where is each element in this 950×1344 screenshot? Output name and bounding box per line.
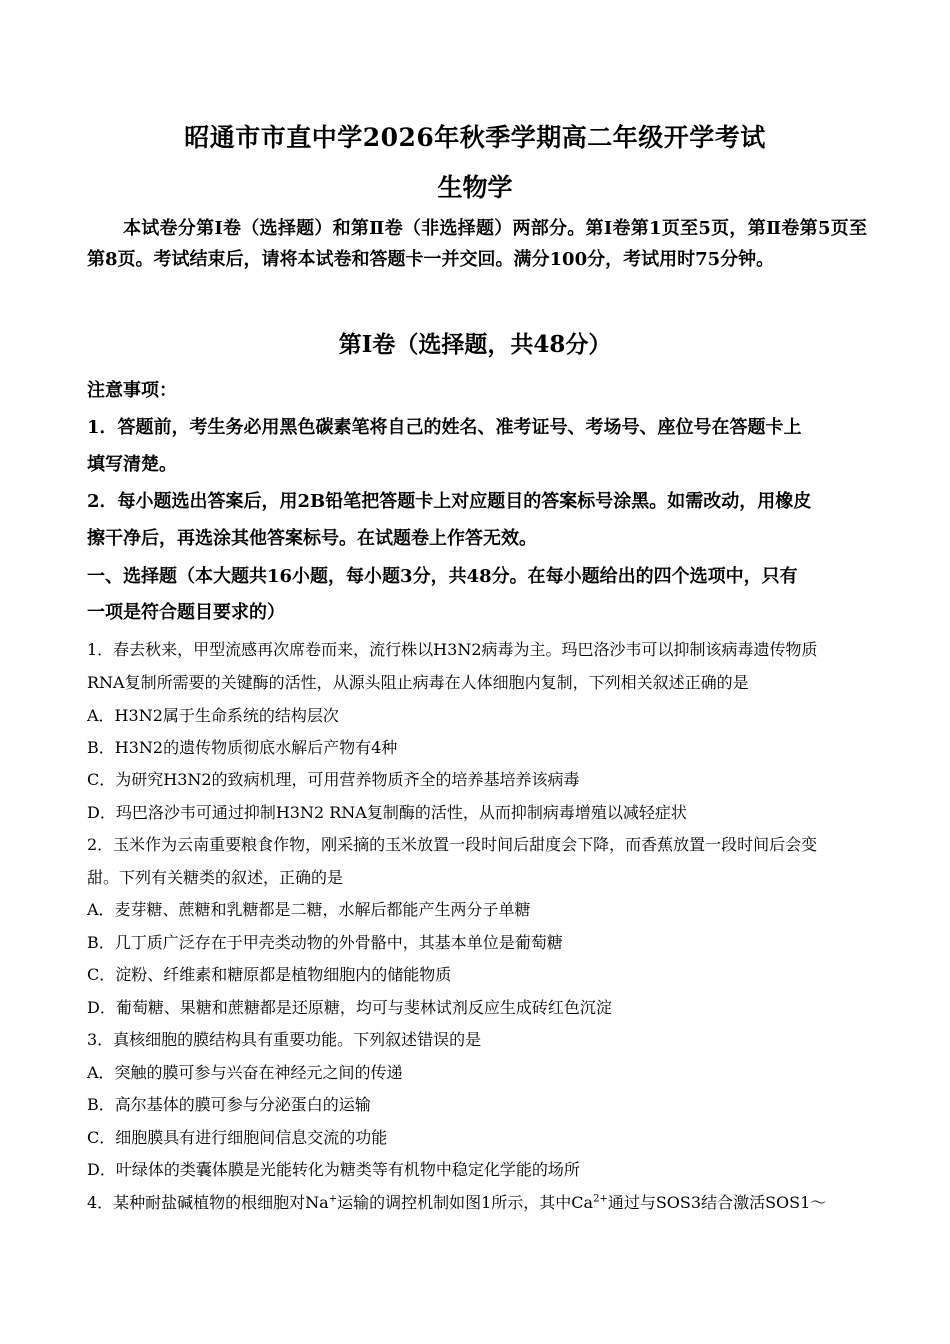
question-2-option-c: C．淀粉、纤维素和糖原都是植物细胞内的储能物质: [87, 965, 452, 984]
question-4-stem: [87, 1190, 867, 1213]
question-3-option-d: D．叶绿体的类囊体膜是光能转化为糖类等有机物中稳定化学能的场所: [87, 1160, 580, 1179]
notice-item-2-line-2: 擦干净后，再选涂其他答案标号。在试题卷上作答无效。: [87, 528, 537, 549]
question-2-option-b: B．几丁质广泛存在于甲壳类动物的外骨骼中，其基本单位是葡萄糖: [87, 933, 563, 952]
question-3-option-c: C．细胞膜具有进行细胞间信息交流的功能: [87, 1128, 388, 1147]
notice-heading: 注意事项：: [87, 380, 177, 401]
question-3-stem: 3．真核细胞的膜结构具有重要功能。下列叙述错误的是: [87, 1030, 482, 1049]
question-2-option-d: D．葡萄糖、果糖和蔗糖都是还原糖，均可与斐林试剂反应生成砖红色沉淀: [87, 998, 612, 1017]
notice-item-1-line-1: 1．答题前，考生务必用黑色碳素笔将自己的姓名、准考证号、考场号、座位号在答题卡上: [87, 417, 802, 438]
sodium-charge-superscript: +: [328, 1193, 338, 1205]
section-title: 第Ⅰ卷（选择题，共48分）: [338, 331, 612, 358]
question-4-stem-part-3: 通过与SOS3结合激活SOS1～: [607, 1193, 827, 1212]
question-2-option-a: A．麦芽糖、蔗糖和乳糖都是二糖，水解后都能产生两分子单糖: [87, 900, 531, 919]
question-3-option-b: B．高尔基体的膜可参与分泌蛋白的运输: [87, 1095, 371, 1114]
part-one-heading-line-1: 一、选择题（本大题共16小题，每小题3分，共48分。在每小题给出的四个选项中，只有: [87, 566, 798, 587]
question-4-stem-part-1: 4．某种耐盐碱植物的根细胞对Na: [87, 1193, 329, 1212]
question-2-stem-line-1: 2．玉米作为云南重要粮食作物，刚采摘的玉米放置一段时间后甜度会下降，而香蕉放置一段时间后会变: [87, 835, 818, 854]
notice-item-2-line-1: 2．每小题选出答案后，用2B铅笔把答题卡上对应题目的答案标号涂黑。如需改动，用橡皮: [87, 491, 812, 512]
calcium-charge-superscript: 2+: [593, 1193, 608, 1205]
question-1-stem-line-2: RNA复制所需要的关键酶的活性，从源头阻止病毒在人体细胞内复制，下列相关叙述正确的是: [87, 673, 749, 692]
exam-title: 昭通市市直中学2026年秋季学期高二年级开学考试: [184, 123, 766, 152]
question-3-option-a: A．突触的膜可参与兴奋在神经元之间的传递: [87, 1063, 403, 1082]
part-one-heading-line-2: 一项是符合题目要求的）: [87, 602, 285, 623]
question-4-stem-part-2: 运输的调控机制如图1所示，其中Ca: [337, 1193, 594, 1212]
question-1-option-a: A．H3N2属于生命系统的结构层次: [87, 706, 339, 725]
question-2-stem-line-2: 甜。下列有关糖类的叙述，正确的是: [87, 868, 344, 887]
exam-intro: 本试卷分第Ⅰ卷（选择题）和第Ⅱ卷（非选择题）两部分。第Ⅰ卷第1页至5页，第Ⅱ卷第5页至第8页。考试结束后，请将本试卷和答题卡一并交回。满分100分，考试用时75分钟。: [87, 218, 867, 270]
question-1-option-d: D．玛巴洛沙韦可通过抑制H3N2 RNA复制酶的活性，从而抑制病毒增殖以减轻症状: [87, 803, 687, 822]
notice-item-1-line-2: 填写清楚。: [87, 454, 177, 475]
question-1-option-b: B．H3N2的遗传物质彻底水解后产物有4种: [87, 738, 398, 757]
question-1-option-c: C．为研究H3N2的致病机理，可用营养物质齐全的培养基培养该病毒: [87, 770, 580, 789]
question-1-stem-line-1: 1．春去秋来，甲型流感再次席卷而来，流行株以H3N2病毒为主。玛巴洛沙韦可以抑制该病毒遗传物质: [87, 640, 818, 659]
subject-title: 生物学: [437, 173, 513, 202]
